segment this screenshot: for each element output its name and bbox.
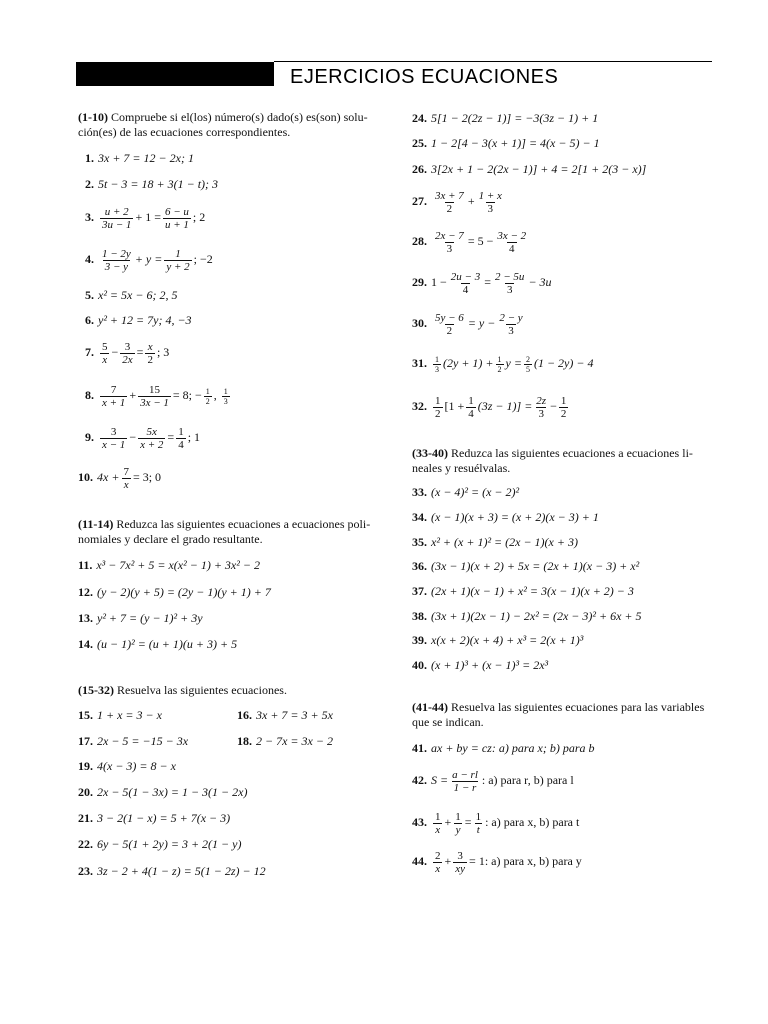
math-text: (x + 1)³ + (x − 1)³ = 2x³ (431, 658, 549, 672)
math-text: 38. (412, 609, 427, 623)
math-text: 6 − u (164, 205, 189, 218)
math-text: 27. (412, 194, 427, 208)
math-text: 5. (85, 288, 94, 302)
exercise-14 (78, 637, 237, 651)
section-33-40-intro (412, 446, 712, 476)
math-text: 44. (412, 854, 427, 868)
math-text: 2 − y (499, 311, 523, 324)
page-title: EJERCICIOS ECUACIONES (290, 66, 559, 88)
math-text: a − rl (452, 768, 478, 781)
math-text: x − 1 (102, 438, 126, 451)
exercise-39 (412, 633, 583, 647)
exercise-44 (412, 849, 582, 875)
math-text: 1 (435, 354, 439, 364)
exercise-29 (412, 270, 552, 296)
math-text: 7. (85, 345, 94, 359)
math-text: (3x + 1)(2x − 1) − 2x² = (2x − 3)² + 6x + 5 (431, 609, 642, 623)
math-text: 1 − 2y (102, 247, 131, 260)
math-text: + (444, 854, 452, 868)
math-text: 2. (85, 177, 94, 191)
header-rule (274, 61, 712, 62)
math-text: 12. (78, 585, 93, 599)
math-text: (2y + 1) + (443, 356, 494, 370)
math-text: 9. (85, 430, 94, 444)
exercise-15 (78, 708, 162, 722)
math-text: 14. (78, 637, 93, 651)
math-text: = (136, 345, 144, 359)
math-text: 1 (175, 247, 181, 260)
math-text: 21. (78, 811, 93, 825)
math-text: x (435, 823, 441, 836)
math-text: 15. (78, 708, 93, 722)
math-text: (u − 1)² = (u + 1)(u + 3) + 5 (97, 637, 238, 651)
math-text: ; 2 (192, 210, 206, 224)
math-text: y² + 7 = (y − 1)² + 3y (97, 611, 203, 625)
math-text: 4. (85, 252, 94, 266)
math-text: 3 (446, 242, 453, 255)
math-text: 1 (178, 425, 184, 438)
math-text: 3x + 7 = 3 + 5x (256, 708, 333, 722)
math-text: 39. (412, 633, 427, 647)
exercise-9 (85, 425, 200, 451)
math-text: 2 (435, 407, 441, 420)
math-text: = 5 − (467, 234, 494, 248)
math-text: 20. (78, 785, 93, 799)
math-text: 3 − 2(1 − x) = 5 + 7(x − 3) (97, 811, 231, 825)
math-text: + (467, 194, 475, 208)
math-text: 6y − 5(1 + 2y) = 3 + 2(1 − y) (97, 837, 242, 851)
math-text: 31. (412, 356, 427, 370)
exercise-24 (412, 111, 598, 125)
math-text: 3 (124, 340, 131, 353)
math-text: (33-40) (412, 446, 448, 460)
math-text: 16. (237, 708, 252, 722)
exercise-26 (412, 162, 646, 176)
math-text: 3z − 2 + 4(1 − z) = 5(1 − 2z) − 12 (97, 864, 266, 878)
math-text: 4 (178, 438, 184, 451)
math-text: 2z (536, 394, 547, 407)
math-text: x (102, 353, 108, 366)
math-text: y = (505, 356, 522, 370)
math-text: : a) para x, b) para t (485, 815, 580, 829)
math-text: y (455, 823, 461, 836)
exercise-20 (78, 785, 247, 799)
math-text: x (435, 862, 441, 875)
math-text: 2 (446, 202, 453, 215)
math-text: + 1 = (135, 210, 161, 224)
math-text: 2 − 7x = 3x − 2 (256, 734, 333, 748)
math-text: = (464, 815, 472, 829)
math-text: ax + by = cz: a) para x; b) para b (431, 741, 595, 755)
math-text: 3[2x + 1 − 2(2x − 1)] + 4 = 2[1 + 2(3 − x)] (431, 162, 647, 176)
math-text: x (147, 340, 153, 353)
math-text: 11. (78, 558, 93, 572)
math-text: − 3u (528, 275, 552, 289)
math-text: 3 (538, 407, 544, 420)
math-text: (x − 4)² = (x − 2)² (431, 485, 520, 499)
math-text: 1 (468, 394, 474, 407)
math-text: = 8; − (172, 388, 202, 402)
math-text: 3x − 1 (140, 396, 169, 409)
math-text: 3 (110, 425, 117, 438)
math-text: y + 2 (166, 260, 190, 273)
math-text: 15 (149, 383, 160, 396)
math-text: 13. (78, 611, 93, 625)
header-black-bar (76, 62, 274, 86)
math-text: x + 2 (140, 438, 164, 451)
math-text: 5 (102, 340, 108, 353)
math-text: 42. (412, 773, 427, 787)
math-text: 5[1 − 2(2z − 1)] = −3(3z − 1) + 1 (431, 111, 599, 125)
math-text: x(x + 2)(x + 4) + x³ = 2(x + 1)³ (431, 633, 584, 647)
section-11-14-intro (78, 517, 378, 547)
math-text: 17. (78, 734, 93, 748)
math-text: S = (431, 773, 449, 787)
math-text: 3 (435, 364, 439, 374)
math-text: (y − 2)(y + 5) = (2y − 1)(y + 1) + 7 (97, 585, 271, 599)
exercise-18 (237, 734, 333, 748)
exercise-10 (78, 465, 161, 491)
math-text: x (123, 478, 129, 491)
exercise-42 (412, 768, 574, 794)
math-text: 10. (78, 470, 93, 484)
exercise-34 (412, 510, 599, 524)
exercise-33 (412, 485, 519, 499)
math-text: 3. (85, 210, 94, 224)
math-text: 2 (205, 396, 210, 406)
math-text: 2 − 5u (495, 270, 525, 283)
exercise-12 (78, 585, 271, 599)
math-text: 2 (435, 849, 441, 862)
math-text: 1 + x = 3 − x (97, 708, 162, 722)
math-text: = 3; 0 (132, 470, 162, 484)
section-15-32-intro (78, 683, 378, 698)
math-text: 4(x − 3) = 8 − x (97, 759, 176, 773)
math-text: 2 (525, 354, 530, 364)
math-text: 8. (85, 388, 94, 402)
math-text: : a) para r, b) para l (481, 773, 574, 787)
math-text: 2x − 5(1 − 3x) = 1 − 3(1 − 2x) (97, 785, 248, 799)
math-text: = 1: a) para x, b) para y (469, 854, 582, 868)
exercise-1 (85, 151, 194, 165)
math-text: ; −2 (193, 252, 213, 266)
exercise-13 (78, 611, 203, 625)
math-text: 1 (435, 810, 441, 823)
exercise-17 (78, 734, 188, 748)
math-text: 1 − 2[4 − 3(x + 1)] = 4(x − 5) − 1 (431, 136, 600, 150)
math-text: = (484, 275, 491, 289)
math-text: x² = 5x − 6; 2, 5 (98, 288, 178, 302)
math-text: (11-14) (78, 517, 114, 531)
math-text: − (550, 399, 557, 413)
math-text: 1 (497, 354, 502, 364)
math-text: 5 (525, 364, 530, 374)
math-text: = y − (467, 316, 496, 330)
math-text: Resuelva las siguientes ecuaciones para las variables que se indican. (412, 700, 705, 729)
section-1-10-intro (78, 110, 378, 140)
math-text: ; 1 (187, 430, 201, 444)
exercise-11 (78, 558, 260, 572)
exercise-32 (412, 394, 570, 420)
math-text: 28. (412, 234, 427, 248)
exercise-25 (412, 136, 600, 150)
math-text: 36. (412, 559, 427, 573)
math-text: Reduzca las siguientes ecuaciones a ecuaciones poli- nomiales y declare el grado resultante. (78, 517, 371, 546)
exercise-35 (412, 535, 578, 549)
math-text: 3 (508, 324, 514, 337)
math-text: 1 (205, 386, 210, 396)
exercise-19 (78, 759, 176, 773)
math-text: x³ − 7x² + 5 = x(x² − 1) + 3x² − 2 (96, 558, 260, 572)
math-text: x² + (x + 1)² = (2x − 1)(x + 3) (431, 535, 578, 549)
math-text: 1 (223, 386, 228, 396)
math-text: 1 + x (478, 189, 502, 202)
math-text: (3z − 1)] = (477, 399, 533, 413)
math-text: 1 (560, 394, 567, 407)
math-text: 3 (223, 396, 228, 406)
math-text: 2 (147, 353, 153, 366)
math-text: 2x − 5 = −15 − 3x (97, 734, 189, 748)
math-text: 3x + 7 = 12 − 2x; 1 (98, 151, 194, 165)
exercise-2 (85, 177, 218, 191)
math-text: 7 (110, 383, 117, 396)
section-text: Compruebe si el(los) número(s) dado(s) es(son) solu- ción(es) de las ecuaciones correspondientes. (78, 110, 368, 139)
math-text: (41-44) (412, 700, 448, 714)
math-text: 34. (412, 510, 427, 524)
math-text: Reduzca las siguientes ecuaciones a ecuaciones li- neales y resuélvalas. (412, 446, 693, 475)
exercise-16 (237, 708, 333, 722)
math-text: 33. (412, 485, 427, 499)
math-text: 6. (85, 313, 94, 327)
math-text: 3x − 2 (497, 229, 527, 242)
math-text: 4 (468, 407, 474, 420)
math-text: 1 − r (453, 781, 477, 794)
math-text: [1 + (444, 399, 465, 413)
math-text: 1. (85, 151, 94, 165)
math-text: 3 − y (104, 260, 129, 273)
math-text: 3u − 1 (102, 218, 132, 231)
math-text: + (129, 388, 137, 402)
exercise-27 (412, 189, 506, 215)
exercise-21 (78, 811, 230, 825)
math-text: + (444, 815, 452, 829)
math-text: 1 (455, 810, 461, 823)
math-text: 29. (412, 275, 427, 289)
math-text: 4 (462, 283, 469, 296)
exercise-40 (412, 658, 548, 672)
math-text: 1 (435, 394, 441, 407)
math-text: u + 1 (164, 218, 189, 231)
exercise-36 (412, 559, 639, 573)
math-text: 7 (123, 465, 129, 478)
math-text: xy (455, 862, 466, 875)
math-text: 37. (412, 584, 427, 598)
math-text: 3x + 7 (435, 189, 464, 202)
math-text: − (129, 430, 137, 444)
exercise-30 (412, 311, 527, 337)
math-text: 1 − (431, 275, 447, 289)
math-text: 24. (412, 111, 427, 125)
math-text: t (476, 823, 480, 836)
math-text: (x − 1)(x + 3) = (x + 2)(x − 3) + 1 (431, 510, 599, 524)
math-text: 4 (509, 242, 515, 255)
math-text: + y = (134, 252, 163, 266)
math-text: (2x + 1)(x − 1) + x² = 3(x − 1)(x + 2) − 3 (431, 584, 634, 598)
exercise-23 (78, 864, 266, 878)
exercise-7 (85, 340, 169, 366)
math-text: 40. (412, 658, 427, 672)
math-text: 3 (487, 202, 493, 215)
math-text: 5y − 6 (435, 311, 464, 324)
math-text: 4x + (97, 470, 120, 484)
math-text: 26. (412, 162, 427, 176)
exercise-4 (85, 247, 213, 273)
math-text: 25. (412, 136, 427, 150)
math-text: , (213, 388, 220, 402)
math-text: 5t − 3 = 18 + 3(1 − t); 3 (98, 177, 219, 191)
exercise-28 (412, 229, 530, 255)
math-text: 22. (78, 837, 93, 851)
math-text: = (167, 430, 175, 444)
exercise-8 (85, 383, 232, 409)
math-text: 3 (506, 283, 513, 296)
exercise-43 (412, 810, 579, 836)
math-text: Resuelva las siguientes ecuaciones. (117, 683, 287, 697)
math-text: (15-32) (78, 683, 114, 697)
math-text: 43. (412, 815, 427, 829)
math-text: 32. (412, 399, 427, 413)
math-text: 5x (146, 425, 157, 438)
math-text: ; 3 (156, 345, 170, 359)
math-text: 35. (412, 535, 427, 549)
math-text: u + 2 (104, 205, 129, 218)
math-text: 23. (78, 864, 93, 878)
math-text: (1 − 2y) − 4 (533, 356, 594, 370)
math-text: 2 (560, 407, 567, 420)
math-text: y² + 12 = 7y; 4, −3 (98, 313, 192, 327)
math-text: − (111, 345, 119, 359)
math-text: 41. (412, 741, 427, 755)
math-text: (3x − 1)(x + 2) + 5x = (2x + 1)(x − 3) + x² (431, 559, 640, 573)
math-text: 2 (446, 324, 453, 337)
math-text: 1 (475, 810, 482, 823)
math-text: 30. (412, 316, 427, 330)
math-text: 2x − 7 (435, 229, 464, 242)
exercise-37 (412, 584, 634, 598)
math-text: x + 1 (102, 396, 126, 409)
exercise-5 (85, 288, 177, 302)
exercise-3 (85, 205, 205, 231)
exercise-22 (78, 837, 241, 851)
exercise-6 (85, 313, 192, 327)
section-tag: (1-10) (78, 110, 108, 124)
exercise-31 (412, 354, 593, 374)
exercise-41 (412, 741, 595, 755)
math-text: 19. (78, 759, 93, 773)
math-text: 2u − 3 (450, 270, 481, 283)
math-text: 18. (237, 734, 252, 748)
math-text: 3 (457, 849, 463, 862)
math-text: 2x (122, 353, 133, 366)
math-text: 2 (497, 364, 502, 374)
section-41-44-intro (412, 700, 712, 730)
exercise-38 (412, 609, 642, 623)
